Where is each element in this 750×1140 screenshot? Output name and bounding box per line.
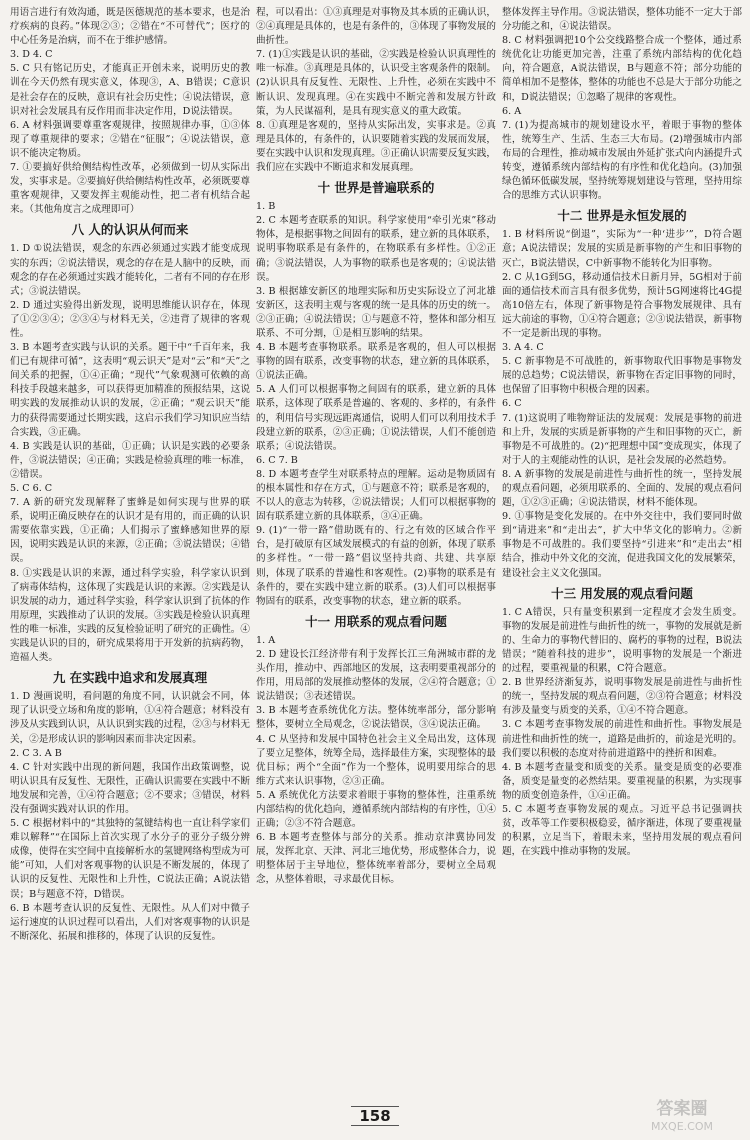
section-heading: 十二 世界是永恒发展的 bbox=[557, 208, 687, 224]
answer-paragraph: 9. (1)“一带一路”借助既有的、行之有效的区域合作平台，是打破原有区域发展模式的有益的创新，体现了联系的多样性。“一带一路”倡议坚持共商、共建、共享原则，体现了联系的普遍性和客观性。(2)事物的联系是有条件的，要在实践中建立新的联系。(3)人们可以根据事物固有的联系，改变事物的状态，建立新的联系。 bbox=[256, 525, 496, 607]
answer-paragraph: 程，可以看出：①③真理是对事物及其本质的正确认识，②④真理是具体的，也是有条件的，③体现了事物发展的曲折性。 bbox=[256, 7, 496, 47]
answer-paragraph: 7. (1)为提高城市的规划建设水平，着眼于事物的整体性，统筹生产、生活、生态三大布局。(2)增强城市内部布局的合理性，推动城市发展由外延扩张式向内涵提升式转变，遵循系统内部结构的有序性和优化趋向。(3)加强绿色循环低碳发展，坚持统筹规划建设与管理，坚持用综合的思维方式认识事物。 bbox=[502, 119, 742, 202]
answer-paragraph: 5. A 人们可以根据事物之间固有的联系，建立新的具体联系，这体现了联系是普遍的、客观的、多样的，有条件的，利用信号实现远距离通信，说明人们可以利用技术手段建立新的联系，②③正确；①说法错误，人们不能创造联系；④说法错误。 bbox=[256, 384, 496, 452]
answer-paragraph: 2. C 3. A B bbox=[10, 747, 62, 759]
column-middle bbox=[256, 6, 496, 1106]
page-number: 158 bbox=[351, 1106, 398, 1126]
answer-paragraph: 1. D ①说法错误，观念的东西必须通过实践才能变成现实的东西；②说法错误，观念的存在是人脑中的反映，而观念的存在必须通过实践才能转化，二者有不同的存在形式；③说法错误。 bbox=[10, 243, 250, 297]
answer-paragraph: 5. A 系统优化方法要求着眼于事物的整体性，注重系统内部结构的优化趋向，遵循系统内部结构的有序性，①④正确；②③不符合题意。 bbox=[256, 789, 496, 830]
answer-paragraph: 6. A bbox=[502, 105, 522, 117]
answer-paragraph: 6. A 材料强调要尊重客观规律，按照规律办事，①③体现了尊重规律的要求；②错在“征服”；④说法错误，意识不能决定物质。 bbox=[10, 119, 250, 159]
answer-paragraph: 1. A bbox=[256, 634, 276, 646]
answer-paragraph: 7. ①要搞好供给侧结构性改革，必须做到一切从实际出发，实事求是。②要搞好供给侧结构性改革，必须既要尊重客观规律，又要发挥主观能动性，把二者有机结合起来。（其他角度言之成理即可） bbox=[10, 162, 250, 216]
answer-paragraph: 8. A 新事物的发展是前进性与曲折性的统一，坚持发展的观点看问题，必须用联系的、全面的、发展的观点看问题，①②③正确；④说法错误，材料不能体现。 bbox=[502, 468, 742, 509]
section-heading: 八 人的认识从何而来 bbox=[71, 222, 189, 238]
answer-paragraph: 1. B 材料所说“倒退”，实际为“一种‘进步’”，D符合题意；A说法错误；发展的实质是新事物的产生和旧事物的灭亡，B说法错误，C中新事物不能转化为旧事物。 bbox=[502, 229, 742, 269]
answer-paragraph: 1. B bbox=[256, 201, 276, 213]
answer-paragraph: 6. C 7. B bbox=[256, 454, 298, 466]
answer-paragraph: 7. A 新的研究发现解释了蜜蜂是如何实现与世界的联系，说明正确反映存在的认识才是有用的，而正确的认识需要依靠实践，①正确；人们揭示了蜜蜂感知世界的原因，说明实践是认识的来源，②正确；③说法错误；④错误。 bbox=[10, 497, 250, 565]
answer-paragraph: 6. B 本题考查认识的反复性、无限性。从人们对中微子运行速度的认识过程可以看出，人们对客观事物的认识是不断深化、拓展和推移的，体现了认识的反复性。 bbox=[10, 902, 250, 942]
watermark-url: MXQE.COM bbox=[651, 1120, 713, 1133]
answer-paragraph: 2. C 从1G到5G，移动通信技术日新月异，5G相对于前面的通信技术而言具有很多优势，预计5G网速将比4G提高10倍左右，体现了新事物是符合事物发展规律、具有远大前途的事物，①④符合题意；②③说法错误，新事物不一定是新出现的事物。 bbox=[502, 271, 742, 339]
answer-paragraph: 3. B 根据雄安新区的地理实际和历史实际设立了河北雄安新区，这表明主观与客观的统一是具体的历史的统一。②③正确；④说法错误；①与题意不符，整体和部分相互联系、不可分割，①是相互影响的结果。 bbox=[256, 285, 496, 339]
answer-paragraph: 3. D 4. C bbox=[10, 49, 53, 61]
section-heading: 十 世界是普遍联系的 bbox=[317, 180, 435, 196]
answer-paragraph: 5. C 本题考查事物发展的观点。习近平总书记强调扶贫，改革等工作要积极稳妥，循序渐进，体现了要重视量的积累，立足当下，着眼未来，坚持用发展的观点看问题，在实践中推动事物的发展。 bbox=[502, 803, 742, 858]
answer-paragraph: 用语言进行有效沟通，既是医德规范的基本要求，也是治疗疾病的良药。”体现②③；②错在“不可替代”；医疗的中心任务是治病，而不在于维护感情。 bbox=[10, 7, 250, 47]
answer-paragraph: 4. B 本题考查量变和质变的关系。量变是质变的必要准备，质变是量变的必然结果。要重视量的积累，为实现事物的质变创造条件，①④正确。 bbox=[502, 761, 742, 801]
answer-page bbox=[10, 6, 742, 1106]
column-right bbox=[502, 6, 742, 1106]
answer-paragraph: 6. B 本题考查整体与部分的关系。推动京津冀协同发展，发挥北京、天津、河北三地优势，形成整体合力，说明整体居于主导地位，整体统率着部分，要树立全局观念，从整体着眼，寻求最优目标。 bbox=[256, 832, 496, 886]
answer-paragraph: 4. B 本题考查事物联系。联系是客观的，但人可以根据事物的固有联系，改变事物的状态，建立新的具体联系，①说法正确。 bbox=[256, 342, 496, 382]
watermark-title: 答案圈 bbox=[656, 1099, 708, 1119]
answer-paragraph: 5. C 根据材料中的“其独特的氢键结构也一直让科学家们难以解释”“在国际上首次实现了水分子的亚分子级分辨成像，使得在实空间中直接解析水的氢键网络构型成为可能”可知，人们对客观事物的认识是不断发展的，体现了认识的反复性、无限性和上升性，C说法正确；A说法错误；B与题意不符，D错误。 bbox=[10, 818, 250, 900]
answer-paragraph: 8. ①实践是认识的来源，通过科学实验，科学家认识到了病毒体结构，这体现了实践是认识的来源。②实践是认识发展的动力，通过科学实验，科学家认识到了抗体的作用原理，实践推动了认识的发展。③实践是检验认识真理性的唯一标准，实践的反复检验证明了研究的正确性。④实践是认识的目的，研究成果将用于开发新的抗病药物，造福人类。 bbox=[10, 567, 250, 664]
answer-paragraph: 2. D 建设长江经济带有利于发挥长江三角洲城市群的龙头作用，推动中、西部地区的发展，这表明要重视部分的作用，用局部的发展推动整体的发展，②④符合题意；①说法错误；③表述错误。 bbox=[256, 648, 496, 703]
section-heading: 十一 用联系的观点看问题 bbox=[305, 613, 447, 629]
section-heading: 九 在实践中追求和发展真理 bbox=[52, 670, 208, 686]
answer-paragraph: 8. C 材料强调把10个公交线路整合成一个整体，通过系统优化让功能更加完善，注重了系统内部结构的优化趋向，符合题意，A说法错误，B与题意不符；部分功能的简单相加不是整体，整体的功能也不总是大于部分功能之和，D说法错误；①忽略了规律的客观性。 bbox=[502, 35, 742, 103]
answer-paragraph: 6. C bbox=[502, 398, 522, 410]
answer-paragraph: 2. C 本题考查联系的知识。科学家使用“牵引光束”移动物体，是根据事物之间固有的联系，建立新的具体联系，说明事物联系是有条件的，在物联系有多样性。①②正确；③说法错误，人为事物的联系也是客观的；④说法错误。 bbox=[256, 215, 496, 283]
answer-paragraph: 3. C 本题考查事物发展的前进性和曲折性。事物发展是前进性和曲折性的统一，道路是曲折的，前途是光明的。我们要以积极的态度对待前进道路中的挫折和困难。 bbox=[502, 719, 742, 759]
answer-paragraph: 8. D 本题考查学生对联系特点的理解。运动是物质固有的根本属性和存在方式，①与题意不符；联系是客观的，不以人的意志为转移，②说法错误；人们可以根据事物的固有联系建立新的具体联系，③④正确。 bbox=[256, 468, 496, 523]
watermark-logo bbox=[622, 1092, 742, 1134]
answer-paragraph: 3. B 本题考查系统优化方法。整体统率部分，部分影响整体，要树立全局观念，②说法错误，③④说法正确。 bbox=[256, 705, 496, 731]
answer-paragraph: 1. D 漫画说明，看问题的角度不同，认识就会不同，体现了认识受立场和角度的影响，①④符合题意；材料没有涉及从实践到认识，从认识到实践的过程，②③与材料无关，②是形成认识的影响因素而非决定因素。 bbox=[10, 691, 250, 745]
answer-paragraph: 2. D 通过实验得出新发现，说明思维能认识存在，体现了①②③④；②③④与材料无关，②违背了规律的客观性。 bbox=[10, 299, 250, 339]
answer-paragraph: 7. (1)这说明了唯物辩证法的发展观：发展是事物的前进和上升，发展的实质是新事物的产生和旧事物的灭亡，新事物是不可战胜的。(2)“把理想中国”变成现实，体现了对于人的主观能动性的认识，是社会发展的必然趋势。 bbox=[502, 412, 742, 466]
answer-paragraph: 4. C 针对实践中出现的新问题，我国作出政策调整，说明认识具有反复性、无限性，正确认识需要在实践中不断地发展和完善，①④符合题意；②不要求；③错误，材料没有强调实践对认识的作用。 bbox=[10, 761, 250, 815]
answer-paragraph: 1. C A错误，只有量变积累到一定程度才会发生质变。事物的发展是前进性与曲折性的统一，事物的发展就是新的、生命力的事物代替旧的、腐朽的事物的过程，B说法错误；“随着科技的进步”，说明事物的发展是一个渐进的过程，要重视量的积累，C符合题意。 bbox=[502, 606, 742, 675]
column-left bbox=[10, 6, 250, 1106]
answer-paragraph: 2. B 世界经济渐复苏，说明事物发展是前进性与曲折性的统一，坚持发展的观点看问题，②③符合题意；材料没有涉及量变与质变的关系，①④不符合题意。 bbox=[502, 677, 742, 717]
answer-paragraph: 5. C 6. C bbox=[10, 483, 53, 494]
answer-paragraph: 3. B 本题考查实践与认识的关系。题干中“千百年来，我们已有规律可循”，这表明“观云识天”是对“云”和“天”之间关系的把握，①④正确；“现代”气象观测可依赖的高科技手段越来越多，可以获得更加精准的预报结果，这说明实践的发展推动认识的发展，②正确；“观云识天”能力的获得需要通过长期实践，这启示我们学习知识应当结合实践，③正确。 bbox=[10, 342, 250, 438]
answer-paragraph: 4. B 实践是认识的基础，①正确；认识是实践的必要条件，③说法错误；④正确；实践是检验真理的唯一标准，②错误。 bbox=[10, 440, 250, 480]
answer-paragraph: 整体发挥主导作用。③说法错误，整体功能不一定大于部分功能之和，④说法错误。 bbox=[502, 7, 742, 33]
answer-paragraph: 5. C 新事物是不可战胜的，新事物取代旧事物是事物发展的总趋势；C说法错误，新事物在否定旧事物的同时，也保留了旧事物中积极合理的因素。 bbox=[502, 356, 742, 396]
answer-paragraph: 3. A 4. C bbox=[502, 342, 544, 354]
answer-paragraph: 7. (1)①实践是认识的基础，②实践是检验认识真理性的唯一标准。③真理是具体的，认识受主客观条件的限制。(2)认识具有反复性、无限性、上升性，必须在实践中不断认识、发现真理。④在实践中不断完善和发展方针政策，为人民谋福利，是具有现实意义的重大政策。 bbox=[256, 49, 496, 117]
answer-paragraph: 9. ①事物是变化发展的。在中外交往中，我们要同时做到“请进来”和“走出去”，扩大中华文化的影响力。②新事物是不可战胜的。我们要坚持“引进来”和“走出去”相结合，推动中外文化的交流，促进我国文化的发展繁荣，建设社会主义文化强国。 bbox=[502, 511, 742, 579]
answer-paragraph: 5. C 只有铭记历史，才能真正开创未来，说明历史的教训在今天仍然有现实意义，体现③，A、B错误；C意识是社会存在的反映，意识有社会历史性；④说法错误，意识对社会发展具有反作用而非决定作用，D说法错误。 bbox=[10, 63, 250, 117]
answer-paragraph: 4. C 从坚持和发展中国特色社会主义全局出发，这体现了要立足整体，统筹全局，选择最佳方案，实现整体的最优目标；两个“全面”作为一个整体，说明要用综合的思维方式来认识事物，②③正确。 bbox=[256, 733, 496, 787]
section-heading: 十三 用发展的观点看问题 bbox=[551, 585, 693, 601]
answer-paragraph: 8. ①真理是客观的，坚持从实际出发，实事求是。②真理是具体的，有条件的，认识要随着实践的发展而发展，要在实践中认识和发现真理。③正确认识需要反复实践，我们应在实践中不断追求和发展真理。 bbox=[256, 119, 496, 174]
